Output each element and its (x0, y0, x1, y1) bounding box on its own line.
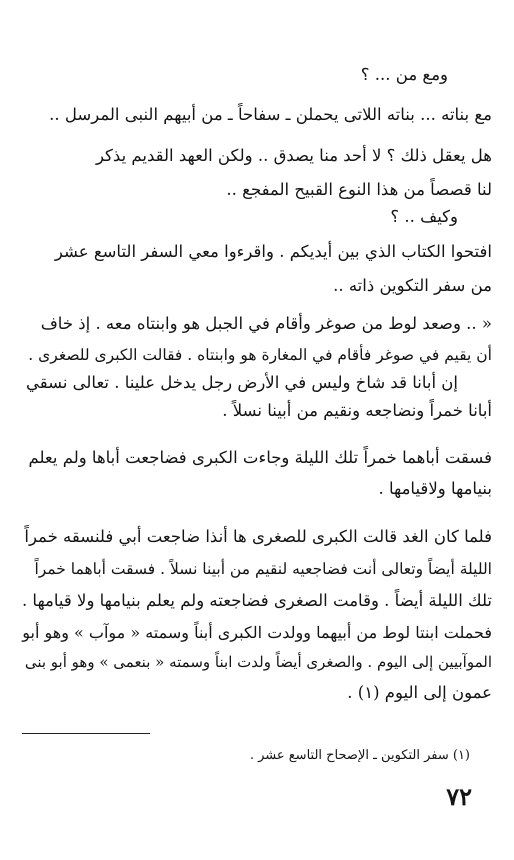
text-line: أبانا خمراً ونضاجعه ونقيم من أبينا نسلاً . (222, 401, 492, 420)
footnote-divider (22, 733, 150, 734)
text-line: الموآبيين إلى اليوم . والصغرى أيضاً ولدت ابناً وسمته « بنعمى » وهو أبو بنى (24, 653, 492, 671)
text-line: فسقت أباهما خمراً تلك الليلة وجاءت الكبرى فضاجعت أباها ولم يعلم (28, 448, 492, 467)
footnote: (١) سفر التكوين ـ الإصحاح التاسع عشر . (249, 748, 470, 763)
text-line: لنا قصصاً من هذا النوع القبيح المفجع .. (226, 180, 492, 199)
text-line: إن أبانا قد شاخ وليس في الأرض رجل يدخل علينا . تعالى نسقي (26, 373, 458, 392)
page-number: ٧٢ (446, 782, 472, 811)
text-line: افتحوا الكتاب الذي بين أيديكم . واقرءوا معي السفر التاسع عشر (54, 242, 492, 261)
text-line: الليلة أيضاً وتعالى أنت فضاجعيه لنقيم من أبينا نسلاً . فسقت أباهما خمراً (34, 560, 492, 578)
text-line: وكيف .. ؟ (390, 207, 458, 226)
text-line: ومع من ... ؟ (360, 65, 448, 84)
text-line: عمون إلى اليوم (١) . (347, 683, 492, 702)
text-line: فحملت ابنتا لوط من أبيهما وولدت الكبرى أبناً وسمته « موآب » وهو أبو (22, 623, 492, 642)
text-line: أن يقيم في صوغر فأقام في المغارة هو وابنتاه . فقالت الكبرى للصغرى . (28, 346, 492, 364)
text-line: مع بناته ... بناته اللاتى يحملن ـ سفاحاً ـ من أبيهم النبى المرسل .. (49, 105, 492, 124)
text-line: تلك الليلة أيضاً . وقامت الصغرى فضاجعته ولم يعلم بنيامها ولا قيامها . (21, 591, 492, 610)
text-line: من سفر التكوين ذاته .. (333, 276, 492, 295)
text-line: بنيامها ولاقيامها . (378, 479, 492, 498)
text-line: فلما كان الغد قالت الكبرى للصغرى ها أنذا ضاجعت أبي فلنسقه خمراً (24, 527, 492, 546)
text-line: « .. وصعد لوط من صوغر وأقام في الجبل هو وابنتاه معه . إذ خاف (40, 314, 492, 333)
text-line: هل يعقل ذلك ؟ لا أحد منا يصدق .. ولكن العهد القديم يذكر (95, 146, 492, 165)
